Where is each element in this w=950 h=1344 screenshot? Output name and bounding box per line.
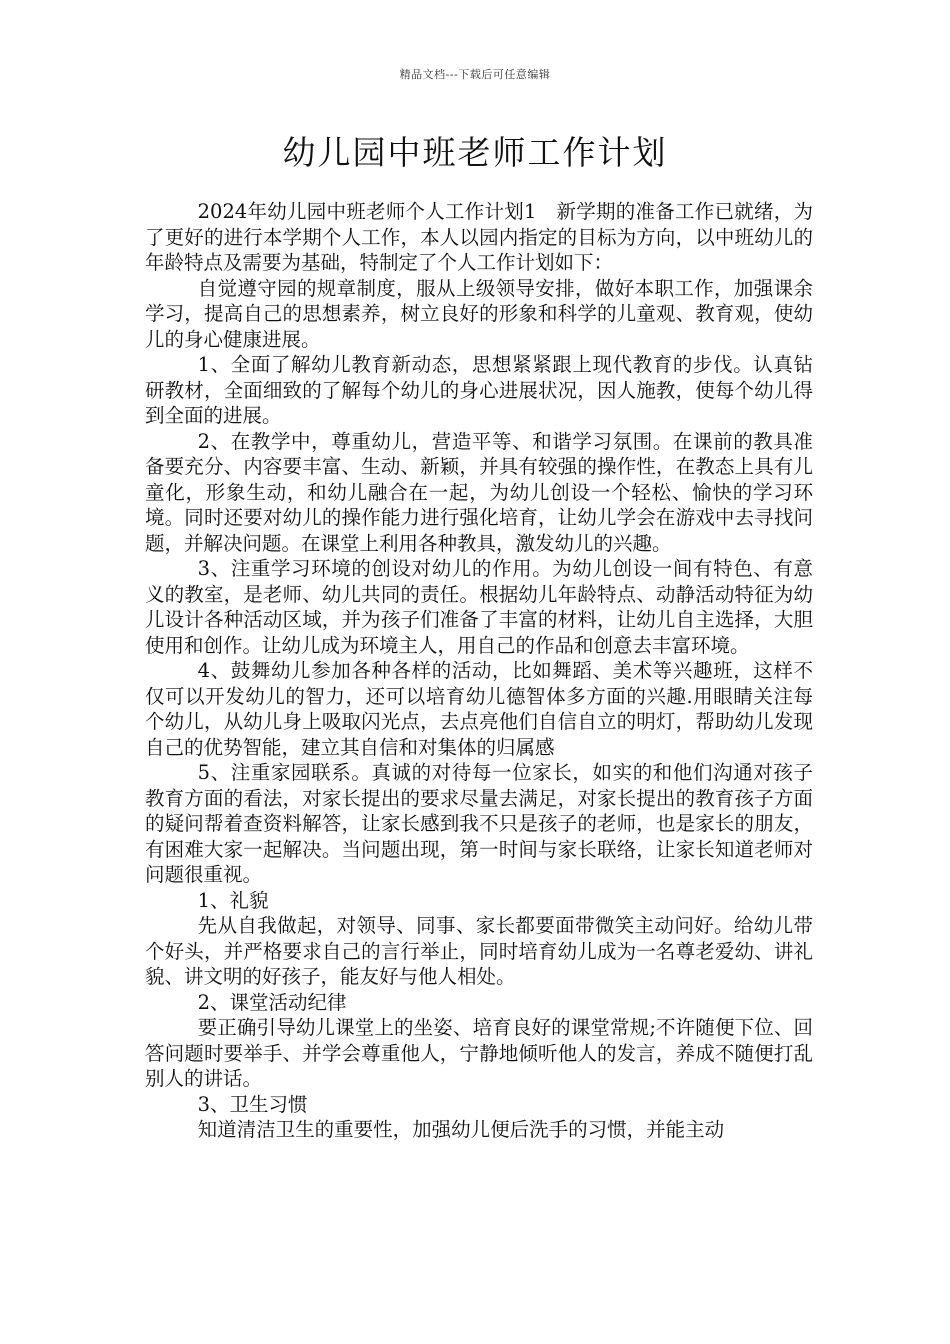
section-heading-hygiene: 3、卫生习惯 — [197, 1092, 308, 1116]
header-note: 精品文档---下载后可任意编辑 — [399, 68, 551, 81]
section-text-discipline: 要正确引导幼儿课堂上的坐姿、培育良好的课堂常规;不许随便下位、回答问题时要举手、并学会尊重他人，宁静地倾听他人的发言，养成不随便打乱别人的讲话。 — [145, 1016, 813, 1090]
section-text-manners: 先从自我做起，对领导、同事、家长都要面带微笑主动问好。给幼儿带个好头，并严格要求自己的言行举止，同时培育幼儿成为一名尊老爱幼、讲礼貌、讲文明的好孩子，能友好与他人相处。 — [145, 914, 813, 988]
paragraph-item-4: 4、鼓舞幼儿参加各种各样的活动，比如舞蹈、美术等兴趣班，这样不仅可以开发幼儿的智力，还可以培育幼儿德智体多方面的兴趣.用眼睛关注每个幼儿，从幼儿身上吸取闪光点，去点亮他们自信自立的明灯，帮助幼儿发现自己的优势智能，建立其自信和对集体的归属感 — [145, 659, 813, 759]
section-text-hygiene: 知道清洁卫生的重要性，加强幼儿便后洗手的习惯，并能主动 — [197, 1118, 725, 1141]
paragraph-intro: 2024年幼儿园中班老师个人工作计划1 新学期的准备工作已就绪，为了更好的进行本学期个人工作，本人以园内指定的目标为方向，以中班幼儿的年龄特点及需要为基础，特制定了个人工作计划如下： — [145, 200, 813, 274]
section-heading-manners: 1、礼貌 — [197, 888, 269, 912]
document-body — [145, 199, 813, 1143]
paragraph-item-3: 3、注重学习环境的创设对幼儿的作用。为幼儿创设一间有特色、有意义的教室，是老师、幼儿共同的责任。根据幼儿年龄特点、动静活动特征为幼儿设计各种活动区域，并为孩子们准备了丰富的材料，让幼儿自主选择，大胆使用和创作。让幼儿成为环境主人，用自己的作品和创意去丰富环境。 — [145, 557, 813, 657]
paragraph-general: 自觉遵守园的规章制度，服从上级领导安排，做好本职工作，加强课余学习，提高自己的思想素养，树立良好的形象和科学的儿童观、教育观，使幼儿的身心健康进展。 — [145, 276, 813, 351]
paragraph-item-1: 1、全面了解幼儿教育新动态，思想紧紧跟上现代教育的步伐。认真钻研教材，全面细致的了解每个幼儿的身心进展状况，因人施教，使每个幼儿得到全面的进展。 — [145, 353, 813, 427]
section-heading-discipline: 2、课堂活动纪律 — [197, 990, 347, 1014]
paragraph-item-5: 5、注重家园联系。真诚的对待每一位家长，如实的和他们沟通对孩子教育方面的看法，对家长提出的要求尽量去满足，对家长提出的教育孩子方面的疑问帮着查资料解答，让家长感到我不只是孩子的老师，也是家长的朋友，有困难大家一起解决。当问题出现，第一时间与家长联络，让家长知道老师对问题很重视。 — [145, 761, 813, 886]
paragraph-item-2: 2、在教学中，尊重幼儿，营造平等、和谐学习氛围。在课前的教具准备要充分、内容要丰富、生动、新颖，并具有较强的操作性，在教态上具有儿童化，形象生动，和幼儿融合在一起，为幼儿创设一个轻松、愉快的学习环境。同时还要对幼儿的操作能力进行强化培育，让幼儿学会在游戏中去寻找问题，并解决问题。在课堂上利用各种教具，激发幼儿的兴趣。 — [145, 429, 813, 555]
page-title: 幼儿园中班老师工作计划 — [282, 133, 668, 172]
